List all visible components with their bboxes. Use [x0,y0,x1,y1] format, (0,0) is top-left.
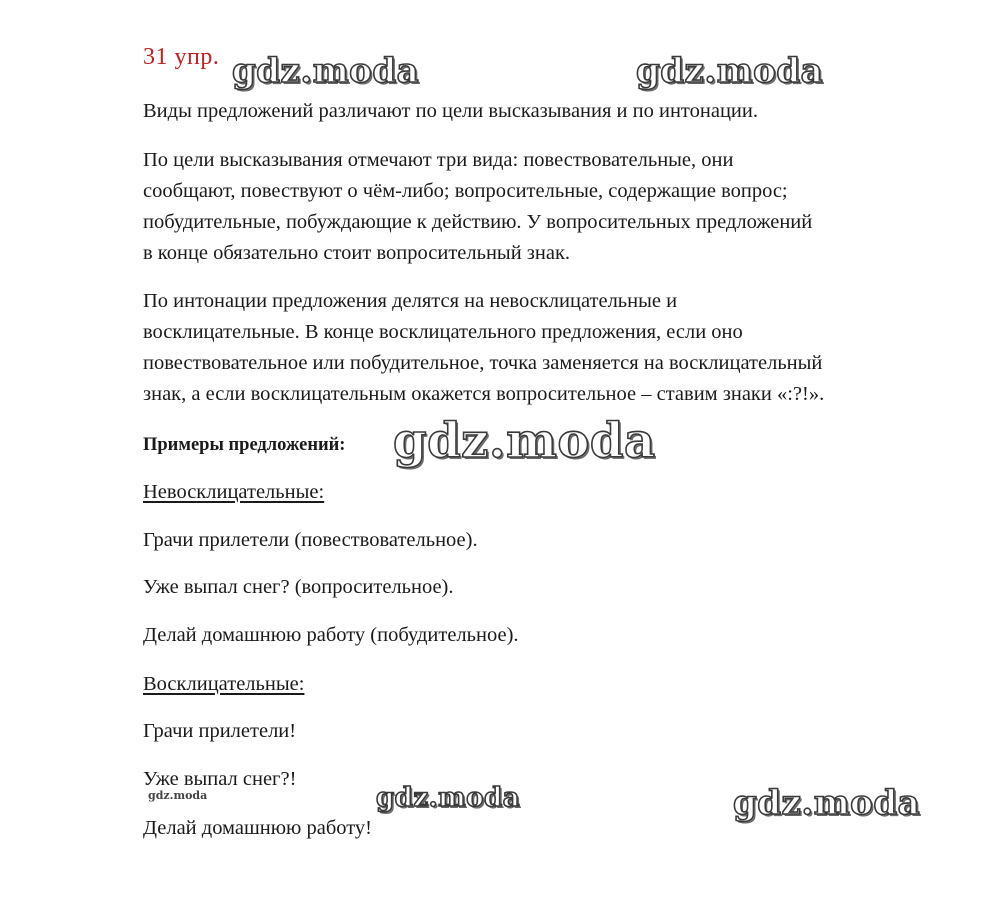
example-sentence: Делай домашнюю работу! [143,817,373,839]
example-sentence: Грачи прилетели! [143,720,297,742]
example-sentence: Уже выпал снег? (вопросительное). [143,576,454,598]
example-sentence: Уже выпал снег?! [143,768,297,790]
intro-paragraph: Виды предложений различают по цели высказывания и по интонации. [143,100,758,122]
examples-heading: Примеры предложений: [143,435,346,455]
paragraph-line: знак, а если восклицательным окажется вопросительное – ставим знаки «:?!». [143,383,825,405]
paragraph-line: восклицательные. В конце восклицательного предложения, если оно [143,321,743,343]
paragraph-line: По цели высказывания отмечают три вида: повествовательные, они [143,149,734,171]
paragraph-line: повествовательное или побудительное, точка заменяется на восклицательный [143,352,823,374]
watermark-logo: gdz.moda [636,51,824,91]
watermark-logo: gdz.moda [733,783,921,823]
paragraph-line: По интонации предложения делятся на невосклицательные и [143,290,678,312]
nonexclamatory-heading: Невосклицательные: [143,481,325,503]
watermark-logo: gdz.moda [232,51,420,91]
paragraph-line: побудительные, побуждающие к действию. У вопросительных предложений [143,211,813,233]
paragraph-line: в конце обязательно стоит вопросительный знак. [143,242,571,264]
example-sentence: Делай домашнюю работу (побудительное). [143,624,519,646]
exercise-title: 31 упр. [143,44,220,70]
paragraph-line: сообщают, повествуют о чём-либо; вопросительные, содержащие вопрос; [143,180,788,202]
watermark-logo: gdz.moda [376,783,521,813]
exclamatory-heading: Восклицательные: [143,673,305,695]
watermark-logo-small: gdz.moda [148,789,208,802]
example-sentence: Грачи прилетели (повествовательное). [143,529,478,551]
watermark-logo: gdz.moda [393,413,656,469]
